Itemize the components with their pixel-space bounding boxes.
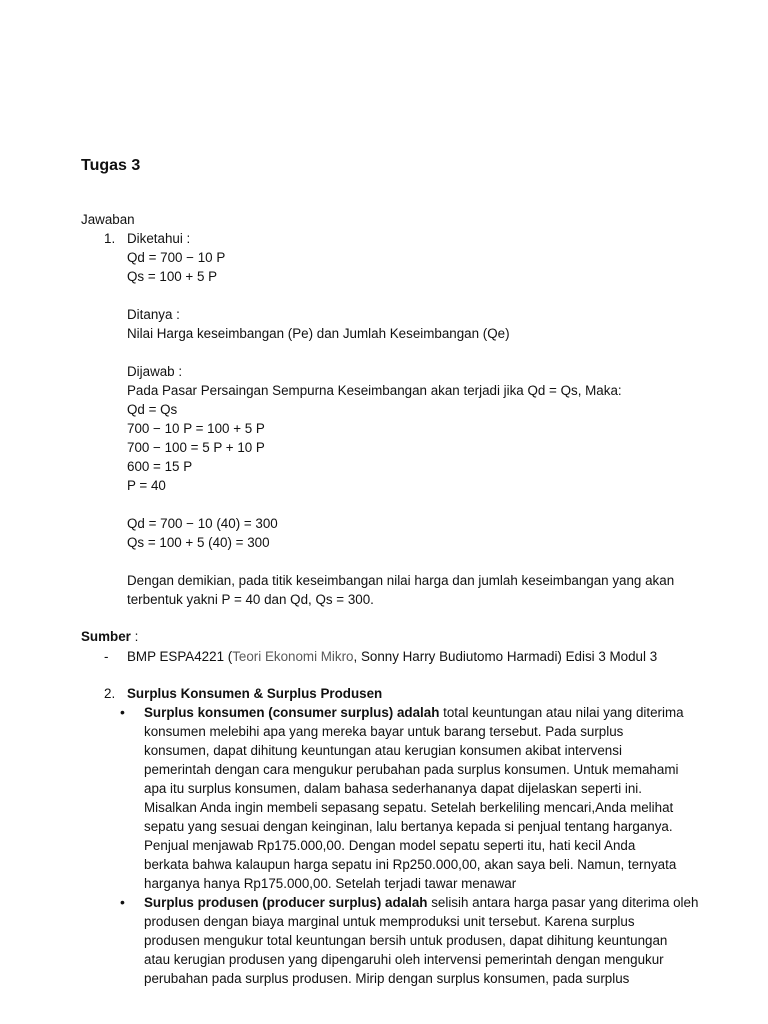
q1-step: 700 − 100 = 5 P + 10 P	[127, 440, 265, 455]
consumer-line: sepatu yang sesuai dengan keinginan, lalu bertanya kepada si penjual tentang harganya.	[144, 819, 673, 834]
q1-step: 700 − 10 P = 100 + 5 P	[127, 421, 265, 436]
consumer-first-rest: total keuntungan atau nilai yang diterima	[439, 705, 684, 720]
producer-line: produsen mengukur total keuntungan bersih untuk produsen, dapat dihitung keuntungan	[144, 933, 668, 948]
q1-answered-label: Dijawab :	[127, 364, 183, 379]
source-text	[127, 647, 657, 666]
source-dash: -	[104, 649, 109, 664]
consumer-line: Misalkan Anda ingin membeli sepasang sepatu. Setelah berkeliling mencari,Anda melihat	[144, 800, 674, 815]
q1-conclusion-line: Dengan demikian, pada titik keseimbangan nilai harga dan jumlah keseimbangan yang akan	[127, 573, 675, 588]
q1-asked-text: Nilai Harga keseimbangan (Pe) dan Jumlah Keseimbangan (Qe)	[127, 326, 510, 341]
consumer-line: konsumen, dapat dihitung keuntungan atau kerugian konsumen akibat intervensi	[144, 743, 622, 758]
source-heading	[81, 627, 138, 646]
producer-first-rest: selisih antara harga pasar yang diterima oleh	[427, 895, 699, 910]
producer-term: Surplus produsen (producer surplus) adalah	[144, 895, 428, 910]
q1-known-label: Diketahui :	[127, 231, 191, 246]
q1-result: Qs = 100 + 5 (40) = 300	[127, 535, 270, 550]
consumer-line: konsumen melebihi apa yang mereka bayar untuk barang tersebut. Pada surplus	[144, 724, 624, 739]
q2-heading: Surplus Konsumen & Surplus Produsen	[127, 686, 383, 701]
producer-first-line	[144, 893, 698, 912]
q1-known-line: Qd = 700 − 10 P	[127, 250, 226, 265]
q1-known-line: Qs = 100 + 5 P	[127, 269, 218, 284]
source-colon: :	[130, 629, 139, 644]
q1-step: Pada Pasar Persaingan Sempurna Keseimbangan akan terjadi jika Qd = Qs, Maka:	[127, 383, 622, 398]
producer-line: perubahan pada surplus produsen. Mirip dengan surplus konsumen, pada surplus	[144, 971, 630, 986]
q1-step: 600 = 15 P	[127, 459, 193, 474]
consumer-line: Penjual menjawab Rp175.000,00. Dengan model sepatu seperti itu, hati kecil Anda	[144, 838, 636, 853]
q1-step: Qd = Qs	[127, 402, 178, 417]
bullet-icon: •	[120, 704, 125, 720]
q1-result: Qd = 700 − 10 (40) = 300	[127, 516, 278, 531]
source-text-c: , Sonny Harry Budiutomo Harmadi) Edisi 3 Modul 3	[353, 649, 658, 664]
consumer-line: pemerintah dengan cara mengukur perubahan pada surplus konsumen. Untuk memahami	[144, 762, 679, 777]
consumer-line: harganya hanya Rp175.000,00. Setelah terjadi tawar menawar	[144, 876, 517, 891]
producer-line: atau kerugian produsen yang dipengaruhi oleh intervensi pemerintah dengan mengukur	[144, 952, 664, 967]
source-book-title: Teori Ekonomi Mikro	[232, 649, 354, 664]
consumer-first-line	[144, 703, 684, 722]
page-title: Tugas 3	[81, 157, 141, 174]
q1-asked-label: Ditanya :	[127, 307, 180, 322]
q1-step: P = 40	[127, 478, 166, 493]
bullet-icon: •	[120, 894, 125, 910]
consumer-line: apa itu surplus konsumen, dalam bahasa sederhananya dapat dijelaskan seperti ini.	[144, 781, 643, 796]
q1-number: 1.	[104, 231, 116, 246]
source-label: Sumber	[81, 629, 131, 644]
q1-conclusion-line: terbentuk yakni P = 40 dan Qd, Qs = 300.	[127, 592, 374, 607]
consumer-line: berkata bahwa kalaupun harga sepatu ini Rp250.000,00, akan saya beli. Namun, ternyata	[144, 857, 677, 872]
answer-label: Jawaban	[81, 212, 135, 227]
consumer-term: Surplus konsumen (consumer surplus) adalah	[144, 705, 440, 720]
q2-number: 2.	[104, 686, 116, 701]
producer-line: produsen dengan biaya marginal untuk memproduksi unit tersebut. Karena surplus	[144, 914, 635, 929]
source-text-a: BMP ESPA4221 (	[127, 649, 233, 664]
